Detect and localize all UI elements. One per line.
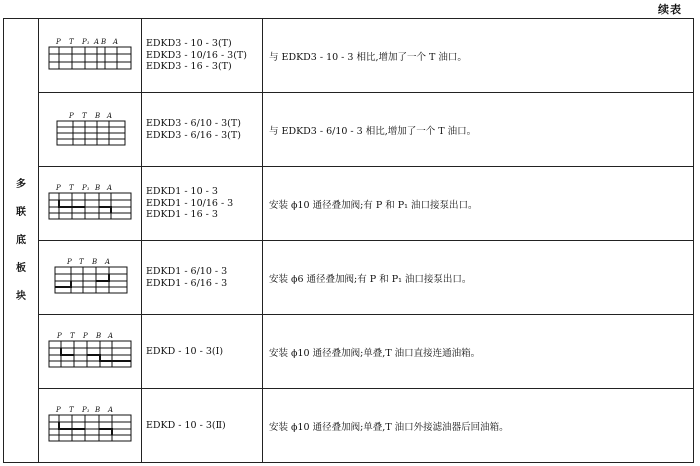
- table-row: [4, 167, 694, 241]
- schematic-cell: [39, 19, 142, 93]
- port-label: T: [70, 332, 75, 340]
- description-cell: 安装 ϕ10 通径叠加阀;有 P 和 P₁ 油口接泵出口。: [263, 167, 694, 241]
- model-cell: [142, 19, 263, 93]
- port-label: T: [69, 38, 74, 46]
- model-number: EDKD3 - 6/10 - 3(T): [146, 117, 241, 129]
- model-cell: [142, 315, 263, 389]
- port-label: P₁: [82, 406, 90, 414]
- model-number: EDKD3 - 6/16 - 3(T): [146, 129, 241, 141]
- port-label: B: [96, 332, 102, 340]
- table-row: [4, 19, 694, 93]
- category-char: 联: [16, 206, 26, 218]
- manifold-block-table: [3, 18, 694, 463]
- table-row: [4, 315, 694, 389]
- port-label: P: [56, 406, 61, 414]
- port-label: A: [108, 406, 114, 414]
- category-cell: [4, 19, 39, 463]
- port-label: T: [69, 406, 74, 414]
- category-char: 底: [16, 234, 26, 246]
- schematic-cell: [39, 93, 142, 167]
- port-label: P₁: [82, 184, 90, 192]
- port-label: A: [94, 38, 100, 46]
- port-label: T: [82, 112, 87, 120]
- schematic-cell: [39, 315, 142, 389]
- category-char: 块: [16, 290, 26, 302]
- port-label: B: [92, 258, 98, 266]
- manifold-schematic-diagram: [39, 167, 141, 240]
- model-cell: [142, 241, 263, 315]
- schematic-cell: [39, 241, 142, 315]
- model-number: EDKD - 10 - 3(Ⅱ): [146, 419, 226, 431]
- model-number: EDKD1 - 6/10 - 3: [146, 265, 228, 277]
- manifold-schematic-diagram: [39, 19, 141, 92]
- model-number: EDKD3 - 10/16 - 3(T): [146, 49, 247, 61]
- port-label: A: [107, 184, 113, 192]
- manifold-schematic-diagram: [39, 93, 141, 166]
- port-label: A: [107, 112, 113, 120]
- manifold-schematic-diagram: [39, 315, 141, 388]
- table-row: [4, 241, 694, 315]
- description-cell: 与 EDKD3 - 10 - 3 相比,增加了一个 T 油口。: [263, 19, 694, 93]
- port-label: P: [83, 332, 88, 340]
- port-label: B: [95, 184, 101, 192]
- continuation-label: 续表: [658, 3, 682, 16]
- schematic-cell: [39, 167, 142, 241]
- description-cell: 安装 ϕ10 通径叠加阀;单叠,T 油口外接滤油器后回油箱。: [263, 389, 694, 463]
- port-label: P: [56, 38, 61, 46]
- port-label: B: [95, 112, 101, 120]
- port-label: B: [101, 38, 107, 46]
- model-number: EDKD3 - 10 - 3(T): [146, 37, 232, 49]
- port-label: P₁: [82, 38, 90, 46]
- model-number: EDKD1 - 10 - 3: [146, 185, 218, 197]
- model-number: EDKD1 - 16 - 3: [146, 209, 218, 221]
- model-number: EDKD1 - 10/16 - 3: [146, 197, 234, 209]
- port-label: A: [113, 38, 119, 46]
- model-cell: [142, 389, 263, 463]
- model-cell: [142, 167, 263, 241]
- description-cell: 与 EDKD3 - 6/10 - 3 相比,增加了一个 T 油口。: [263, 93, 694, 167]
- port-label: P: [69, 112, 74, 120]
- port-label: A: [108, 332, 114, 340]
- schematic-cell: [39, 389, 142, 463]
- port-label: P: [67, 258, 72, 266]
- table-row: [4, 389, 694, 463]
- model-number: EDKD - 10 - 3(Ⅰ): [146, 345, 224, 357]
- port-label: A: [105, 258, 111, 266]
- model-number: EDKD1 - 6/16 - 3: [146, 277, 228, 289]
- manifold-schematic-diagram: [39, 241, 141, 314]
- port-label: T: [69, 184, 74, 192]
- manifold-schematic-diagram: [39, 389, 141, 462]
- category-char: 板: [16, 262, 26, 274]
- port-label: T: [79, 258, 84, 266]
- port-label: P: [56, 184, 61, 192]
- category-char: 多: [16, 178, 26, 190]
- model-cell: [142, 93, 263, 167]
- table-row: [4, 93, 694, 167]
- model-number: EDKD3 - 16 - 3(T): [146, 61, 232, 73]
- description-cell: 安装 ϕ10 通径叠加阀;单叠,T 油口直接连通油箱。: [263, 315, 694, 389]
- port-label: B: [95, 406, 101, 414]
- description-cell: 安装 ϕ6 通径叠加阀;有 P 和 P₁ 油口接泵出口。: [263, 241, 694, 315]
- port-label: P: [57, 332, 62, 340]
